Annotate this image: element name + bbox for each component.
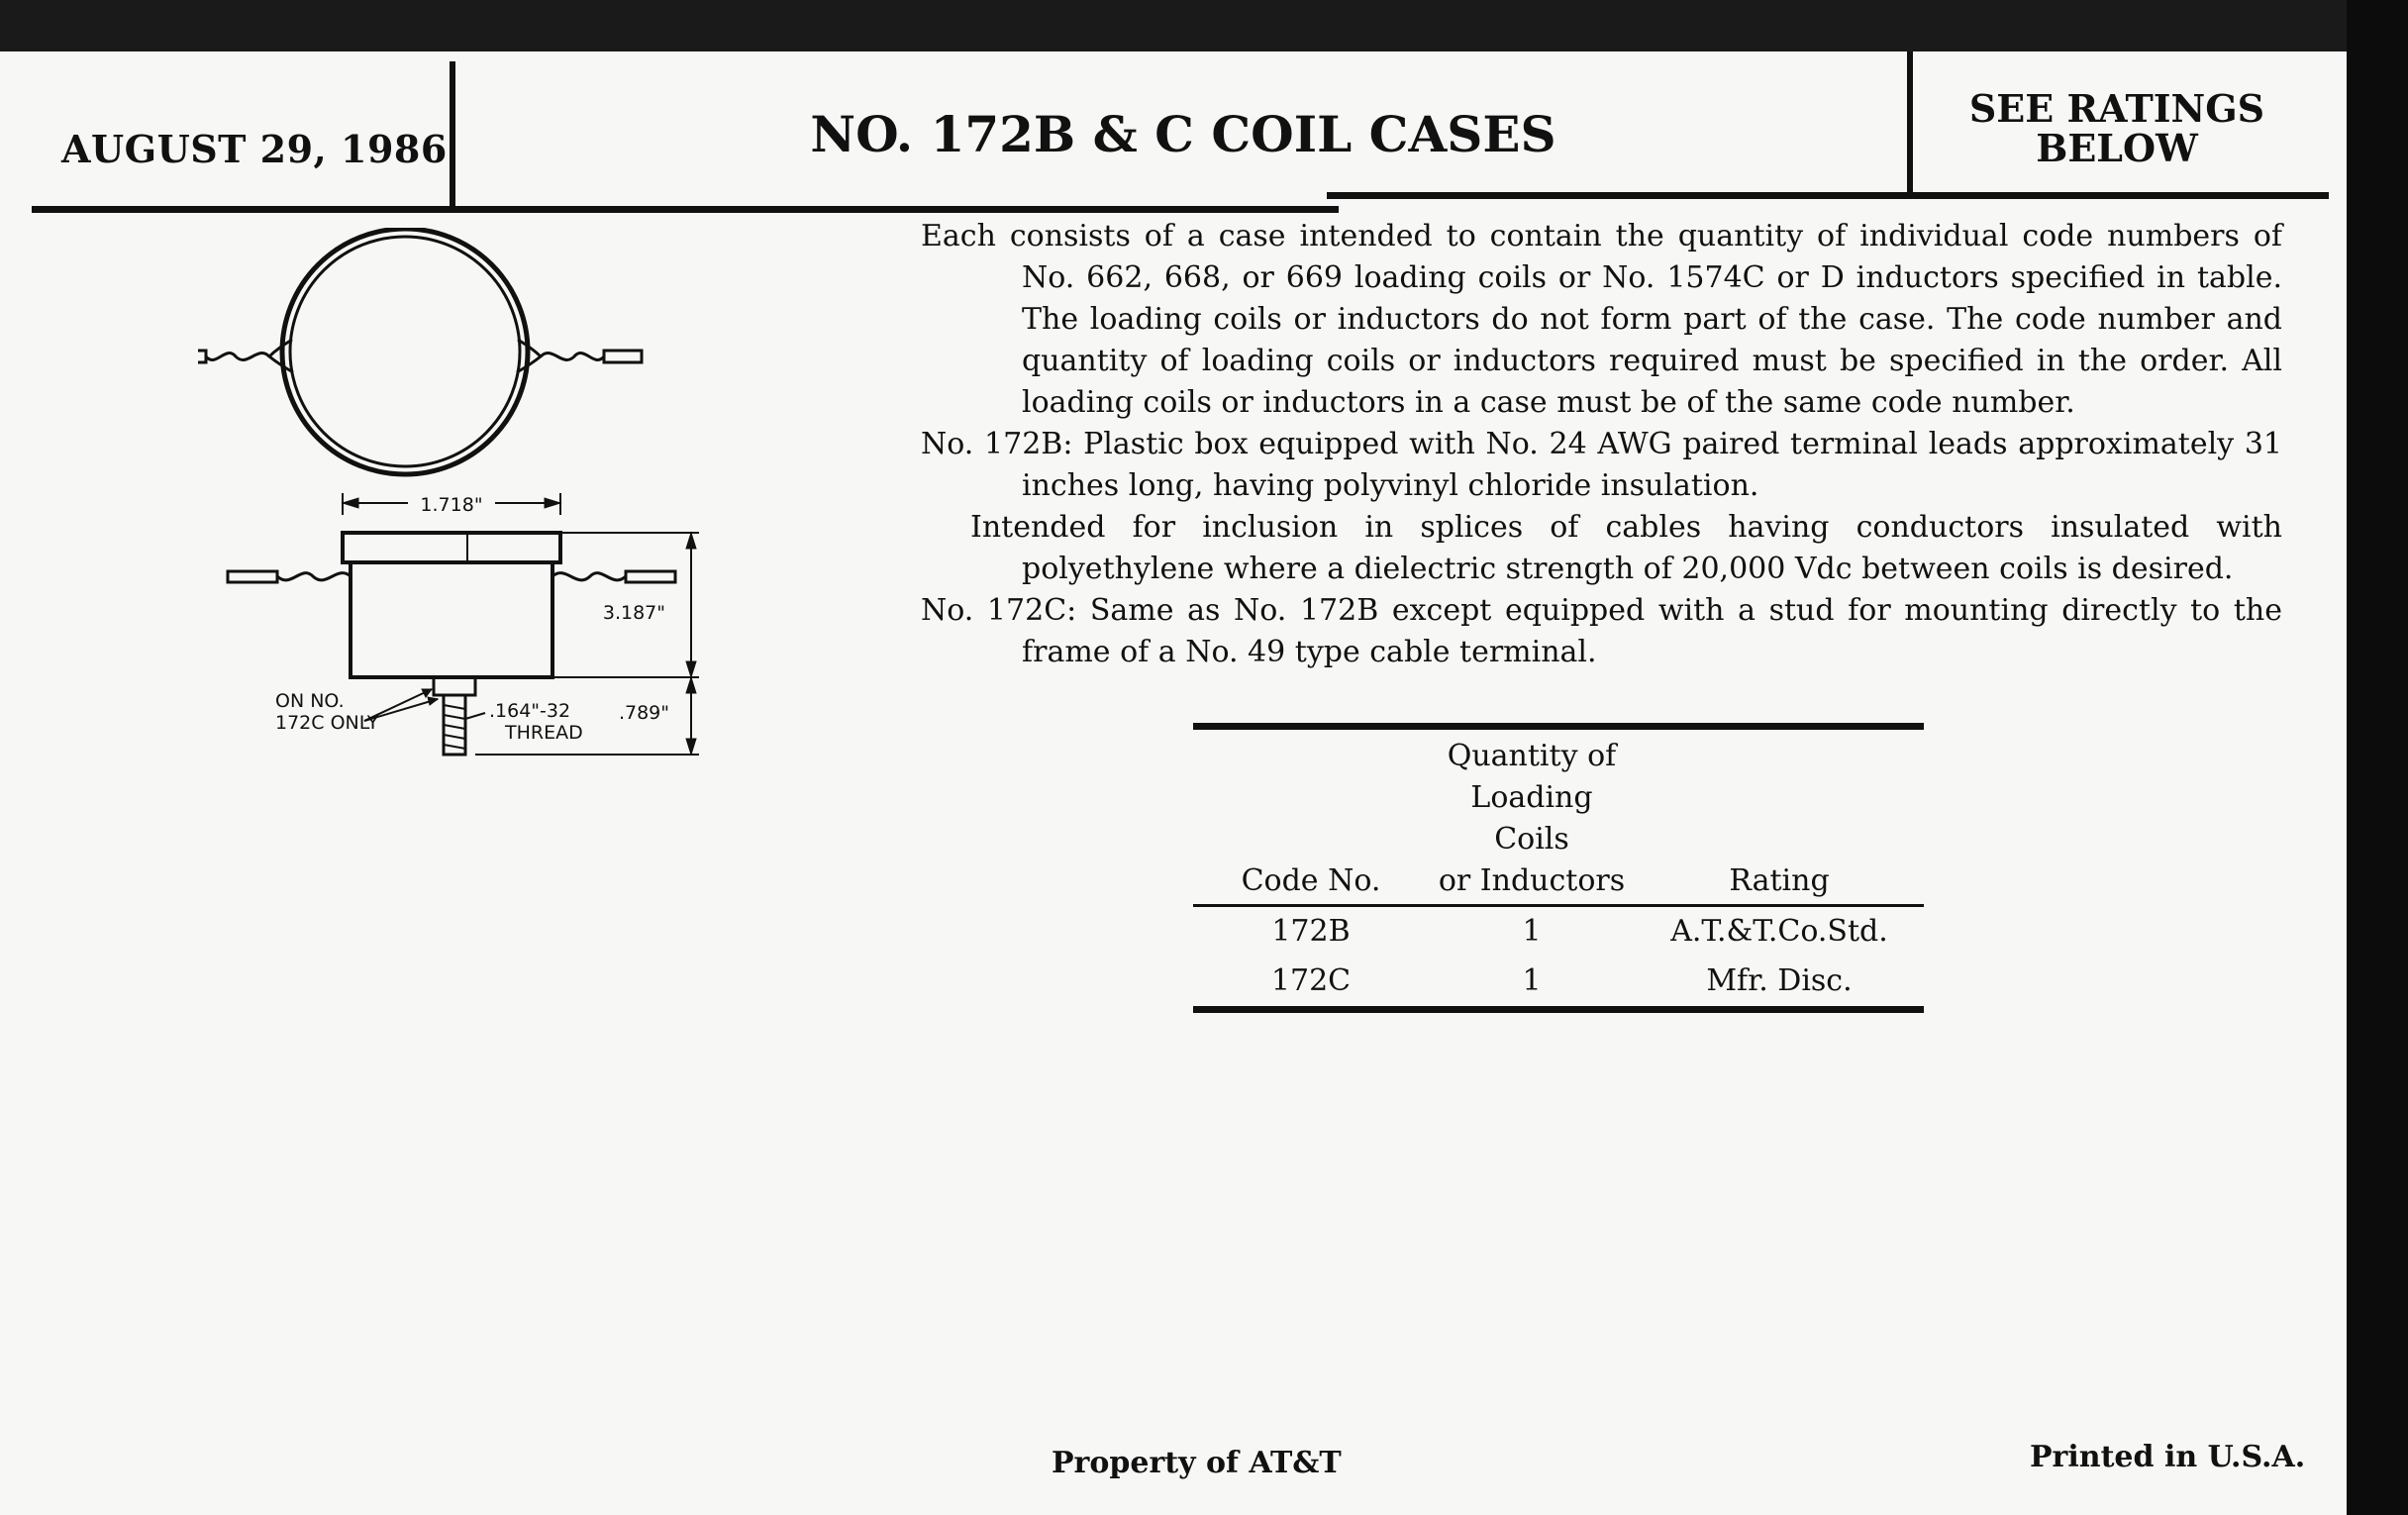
- description-paragraph-usage: Intended for inclusion in splices of cables having conductors insulated with polyethylene where a dielectric strength of 20,000 Vdc between coils is desired.: [970, 510, 2282, 586]
- header-rating: Rating: [1635, 727, 1924, 906]
- width-dimension-label: 1.718": [420, 494, 483, 516]
- page-title: NO. 172B & C COIL CASES: [810, 105, 1556, 163]
- description: [921, 216, 2282, 673]
- header-quantity: [1429, 727, 1635, 906]
- table-row: [1193, 906, 1924, 958]
- thread-line-1: .164"-32: [489, 700, 571, 722]
- cell-code: 172C: [1270, 963, 1352, 998]
- cell-rating: Mfr. Disc.: [1706, 963, 1853, 998]
- header-date: AUGUST 29, 1986: [61, 127, 448, 171]
- table-row: [1193, 957, 1924, 1010]
- description-paragraph-1: Each consists of a case intended to contain the quantity of individual code numbers of No. 662, 668, or 669 loading coils or No. 1574C or D inductors specified in table. The loading coils or inductors do not form part of the case. The code number and quantity of loading coils or inductors required must be specified in the order. All loading coils or inductors in a case must be of the same code number.: [921, 219, 2282, 420]
- cell-quantity: 1: [1522, 963, 1542, 998]
- header-rule-right: [1327, 192, 2329, 199]
- description-paragraph-172b: No. 172B: Plastic box equipped with No. 24 AWG paired terminal leads approximately 31 inches long, having polyvinyl chloride insulation.: [921, 427, 2282, 503]
- cell-quantity: 1: [1522, 914, 1542, 949]
- header-quantity-line-2: Loading Coils: [1470, 780, 1593, 857]
- header-rule-left: [32, 206, 1339, 213]
- coil-case-drawing: [198, 228, 752, 782]
- ratings-line-1: SEE RATINGS: [1968, 86, 2265, 131]
- footer-property: Property of AT&T: [1052, 1446, 1342, 1480]
- header-ratings-note: [1913, 86, 2321, 170]
- ratings-line-2: BELOW: [2036, 126, 2198, 170]
- thread-line-2: THREAD: [505, 722, 583, 744]
- note-line-1: ON NO.: [275, 690, 345, 712]
- top-view: [198, 229, 642, 474]
- description-paragraph-172c: No. 172C: Same as No. 172B except equipped with a stud for mounting directly to the frame of a No. 49 type cable terminal.: [921, 593, 2282, 669]
- header-quantity-line-3: or Inductors: [1438, 863, 1626, 898]
- cell-code: 172B: [1271, 914, 1351, 949]
- header-quantity-line-1: Quantity of: [1447, 739, 1617, 773]
- cell-rating: A.T.&T.Co.Std.: [1670, 914, 1888, 949]
- stud-height-label: .789": [618, 702, 669, 724]
- scan-edge: [2347, 0, 2408, 1515]
- height-dimension-label: 3.187": [602, 602, 665, 624]
- header-code: Code No.: [1193, 727, 1429, 906]
- ratings-table: [1193, 723, 1924, 1013]
- table-header-row: [1193, 727, 1924, 906]
- footer-printed: Printed in U.S.A.: [2030, 1440, 2306, 1474]
- note-line-2: 172C ONLY: [275, 712, 379, 734]
